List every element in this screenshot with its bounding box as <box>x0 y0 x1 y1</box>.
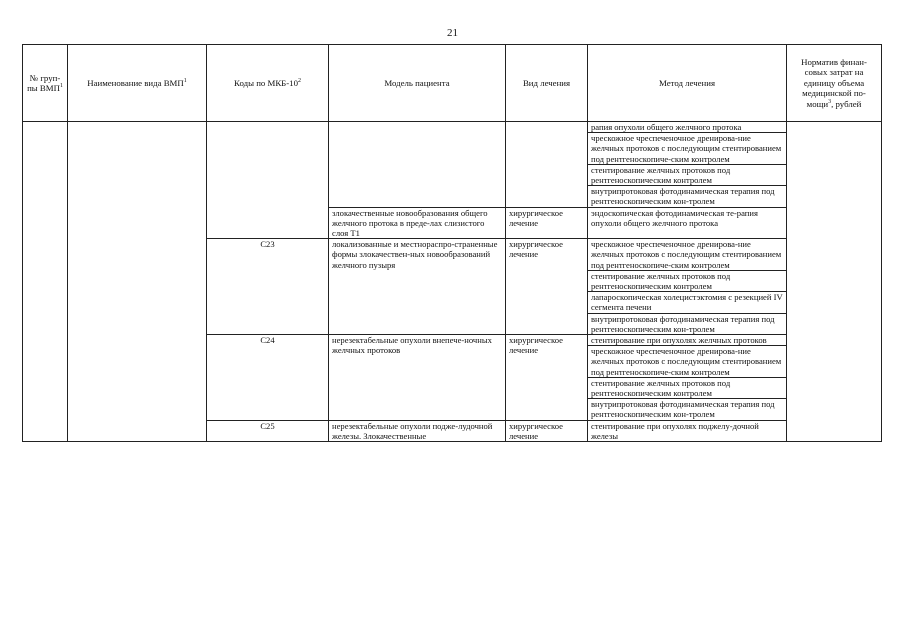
method-cell: внутрипротоковая фотодинамическая терапия под рентгеноскопическим кон-тролем <box>588 399 787 420</box>
method-cell: стентирование при опухолях желчных протоков <box>588 335 787 346</box>
type-cell <box>506 122 588 208</box>
name-cell <box>68 122 207 442</box>
page-number: 21 <box>447 27 458 39</box>
table-row <box>23 122 882 133</box>
vmp-table <box>22 44 882 442</box>
method-cell: стентирование желчных протоков под рентгеноскопическим контролем <box>588 270 787 291</box>
model-cell: злокачественные новообразования общего желчного протока в преде-лах слизистого слоя T1 <box>329 207 506 239</box>
norm-cell <box>787 122 882 442</box>
header-treatment-type: Вид лечения <box>506 45 588 122</box>
method-cell: рапия опухоли общего желчного протока <box>588 122 787 133</box>
method-cell: эндоскопическая фотодинамическая те-рапия опухоли общего желчного протока <box>588 207 787 239</box>
code-cell: C25 <box>207 420 329 441</box>
type-cell: хирургическое лечение <box>506 207 588 239</box>
model-cell: нерезектабельные опухоли подже-лудочной железы. Злокачественные <box>329 420 506 441</box>
method-cell: стентирование при опухолях поджелу-дочной железы <box>588 420 787 441</box>
method-cell: чрескожное чреспеченочное дренирова-ние желчных протоков с последующим стентированием под рентгеноскопиче-ским контролем <box>588 133 787 165</box>
model-cell: локализованные и местнораспро-страненные формы злокачествен-ных новообразований желчного пузыря <box>329 239 506 335</box>
method-cell: лапароскопическая холецистэктомия с резекцией IV сегмента печени <box>588 292 787 313</box>
method-cell: чрескожное чреспеченочное дренирова-ние желчных протоков с последующим стентированием под рентгеноскопиче-ским контролем <box>588 346 787 378</box>
method-cell: внутрипротоковая фотодинамическая терапия под рентгеноскопическим кон-тролем <box>588 313 787 334</box>
header-group-no: № груп-пы ВМП$^1$ <box>23 45 68 122</box>
code-cell: C24 <box>207 335 329 421</box>
type-cell: хирургическое лечение <box>506 420 588 441</box>
code-cell <box>207 122 329 239</box>
group-no-cell <box>23 122 68 442</box>
method-cell: внутрипротоковая фотодинамическая терапия под рентгеноскопическим кон-тролем <box>588 186 787 207</box>
header-method: Метод лечения <box>588 45 787 122</box>
model-cell <box>329 122 506 208</box>
header-row <box>23 45 882 122</box>
method-cell: стентирование желчных протоков под рентгеноскопическим контролем <box>588 164 787 185</box>
method-cell: стентирование желчных протоков под рентгеноскопическим контролем <box>588 377 787 398</box>
method-cell: чрескожное чреспеченочное дренирова-ние желчных протоков с последующим стентированием под рентгеноскопиче-ским контролем <box>588 239 787 271</box>
header-model: Модель пациента <box>329 45 506 122</box>
code-cell: C23 <box>207 239 329 335</box>
model-cell: нерезектабельные опухоли внепече-ночных желчных протоков <box>329 335 506 421</box>
header-codes: Коды по МКБ-$10^2$ <box>207 45 329 122</box>
type-cell: хирургическое лечение <box>506 335 588 421</box>
type-cell: хирургическое лечение <box>506 239 588 335</box>
header-norm: Норматив финан-совых затрат на единицу объема медицинской по-мощи$^3$, рублей <box>787 45 882 122</box>
header-name: Наименование вида ВМП$^1$ <box>68 45 207 122</box>
